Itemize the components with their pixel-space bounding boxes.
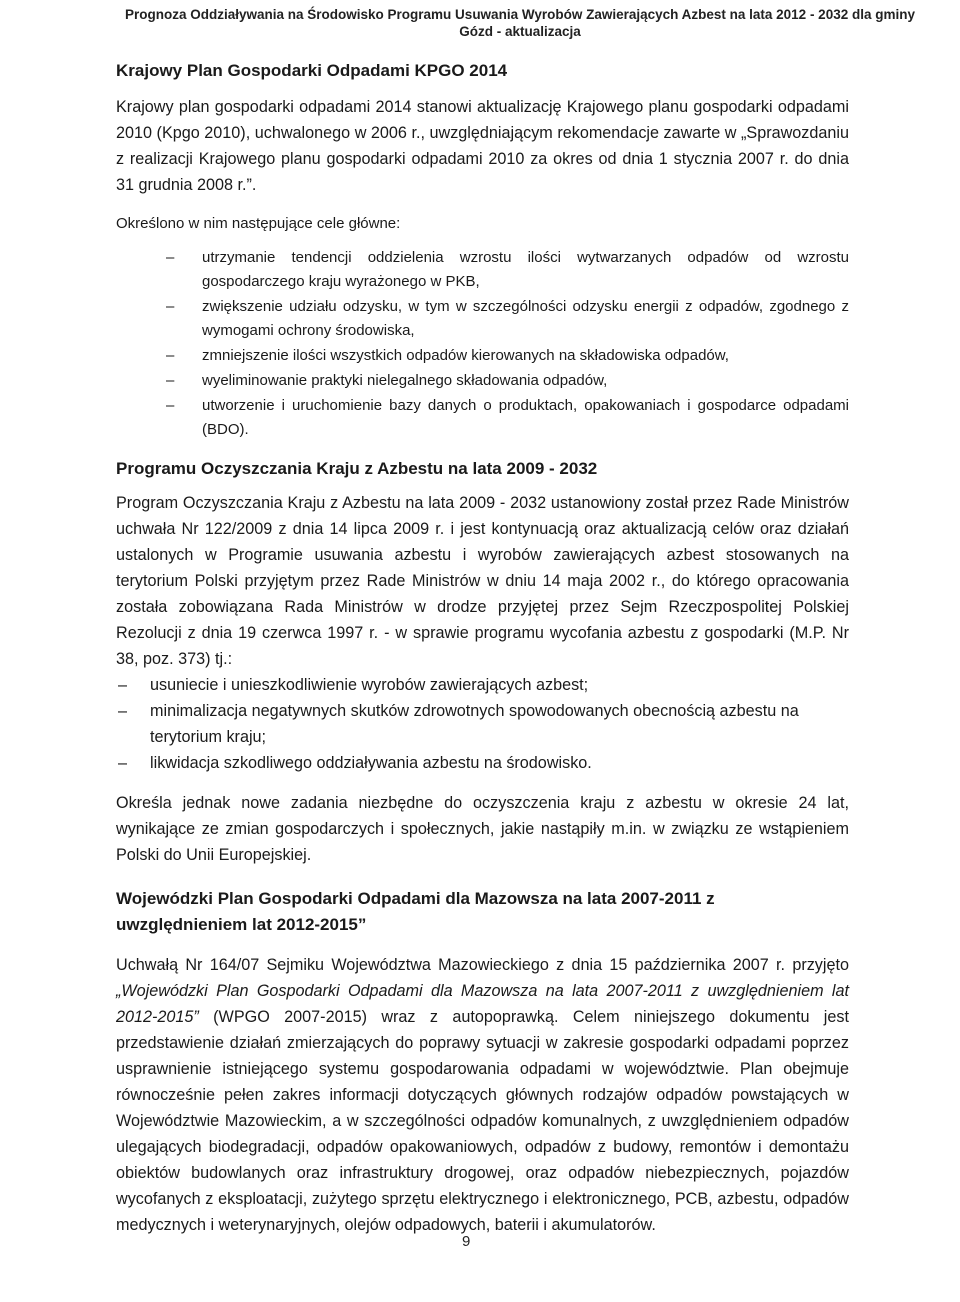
list-dash: – (166, 298, 175, 315)
list-item (116, 698, 849, 750)
list-item (116, 394, 849, 442)
page-header (100, 6, 940, 40)
wpgo-plan-title: „Wojewódzki Plan Gospodarki Odpadami dla Mazowsza na lata 2007-2011 z uwzględnieniem lat 2012-2015” (116, 982, 849, 1026)
list-item (116, 295, 849, 343)
page-number: 9 (462, 1233, 471, 1250)
section-heading-wpgo: Wojewódzki Plan Gospodarki Odpadami dla Mazowsza na lata 2007-2011 z uwzględnieniem lat 2012-2015” (116, 889, 715, 934)
list-dash: – (118, 676, 128, 694)
asbestos-goals-list (116, 672, 849, 776)
list-dash: – (118, 754, 128, 772)
page-content (116, 58, 849, 1238)
list-item (116, 344, 849, 368)
list-dash: – (118, 702, 128, 720)
list-item-text: wyeliminowanie praktyki nielegalnego składowania odpadów, (202, 372, 608, 389)
section-paragraph-wpgo (116, 952, 849, 1238)
section-paragraph-asbestos-tasks: Określa jednak nowe zadania niezbędne do oczyszczenia kraju z azbestu w okresie 24 lat, wynikające ze zmian gospodarczych i społecznych, jakie nastąpiły m.in. w związku ze wstąpieniem Polski do Unii Europejskiej. (116, 794, 849, 864)
goals-intro: Określono w nim następujące cele główne: (116, 215, 401, 232)
list-item (116, 369, 849, 393)
section-heading-kpgo: Krajowy Plan Gospodarki Odpadami KPGO 2014 (116, 61, 508, 80)
list-item-text: likwidacja szkodliwego oddziaływania azbestu na środowisko. (150, 754, 592, 772)
list-item (116, 672, 849, 698)
list-dash: – (166, 372, 175, 389)
list-item-text: utrzymanie tendencji oddzielenia wzrostu ilości wytwarzanych odpadów od wzrostu gospodarczego kraju wyrażonego w PKB, (202, 249, 849, 290)
section-paragraph-asbestos-program: Program Oczyszczania Kraju z Azbestu na lata 2009 - 2032 ustanowiony został przez Rade Ministrów uchwała Nr 122/2009 z dnia 14 lipca 2009 r. i jest kontynuacją oraz aktualizacją celów oraz działań ustalonych w Programie usuwania azbestu i wyrobów zawierających azbest stosowanych na terytorium Polski przyjętym przez Rade Ministrów w dniu 14 maja 2002 r., do którego opracowania została zobowiązana Rada Ministrów w drodze przyjętej przez Sejm Rzeczpospolitej Polskiej Rezolucji z dnia 19 czerwca 1997 r. - w sprawie programu wycofania azbestu z gospodarki (M.P. Nr 38, poz. 373) tj.: (116, 494, 849, 668)
list-item-text: zwiększenie udziału odzysku, w tym w szczególności odzysku energii z odpadów, zgodnego z wymogami ochrony środowiska, (202, 298, 849, 339)
list-item-text: utworzenie i uruchomienie bazy danych o produktach, opakowaniach i gospodarce odpadami (BDO). (202, 397, 849, 438)
list-dash: – (166, 347, 175, 364)
section-paragraph-kpgo: Krajowy plan gospodarki odpadami 2014 stanowi aktualizację Krajowego planu gospodarki odpadami 2010 (Kpgo 2010), uchwalonego w 2006 r., uwzględniającym rekomendacje zawarte w „Sprawozdaniu z realizacji Krajowego planu gospodarki odpadami 2010 za okres od dnia 1 stycznia 2007 r. do dnia 31 grudnia 2008 r.”. (116, 98, 849, 194)
list-item (116, 750, 849, 776)
list-item-text: minimalizacja negatywnych skutków zdrowotnych spowodowanych obecnością azbestu na terytorium kraju; (150, 702, 799, 746)
wpgo-text-start: Uchwałą Nr 164/07 Sejmiku Województwa Mazowieckiego z dnia 15 października 2007 r. przyjęto (116, 956, 849, 974)
list-dash: – (166, 397, 175, 414)
goals-list (116, 246, 849, 442)
list-item (116, 246, 849, 294)
section-heading-asbestos-program: Programu Oczyszczania Kraju z Azbestu na lata 2009 - 2032 (116, 459, 598, 478)
list-item-text: usuniecie i unieszkodliwienie wyrobów zawierających azbest; (150, 676, 589, 694)
header-line-2: Gózd - aktualizacja (459, 24, 581, 39)
list-item-text: zmniejszenie ilości wszystkich odpadów kierowanych na składowiska odpadów, (202, 347, 729, 364)
header-line-1: Prognoza Oddziaływania na Środowisko Programu Usuwania Wyrobów Zawierających Azbest na lata 2012 - 2032 dla gminy (125, 7, 915, 22)
wpgo-text-end: (WPGO 2007-2015) wraz z autopoprawką. Celem niniejszego dokumentu jest przedstawienie działań zmierzających do poprawy sytuacji w zakresie gospodarki odpadami poprzez usprawnienie istniejącego systemu gospodarowania odpadami w województwie. Plan obejmuje równocześnie pełen zakres informacji dotyczących głównych rodzajów odpadów powstających w Województwie Mazowieckim, a w szczególności odpadów komunalnych, z uwzględnieniem odpadów ulegających biodegradacji, odpadów opakowaniowych, odpadów z budowy, remontów i demontażu obiektów budowlanych oraz infrastruktury drogowej, oraz odpadów niebezpiecznych, pojazdów wycofanych z eksploatacji, zużytego sprzętu elektrycznego i elektronicznego, PCB, azbestu, odpadów medycznych i weterynaryjnych, olejów odpadowych, baterii i akumulatorów. (116, 1008, 849, 1234)
list-dash: – (166, 249, 175, 266)
